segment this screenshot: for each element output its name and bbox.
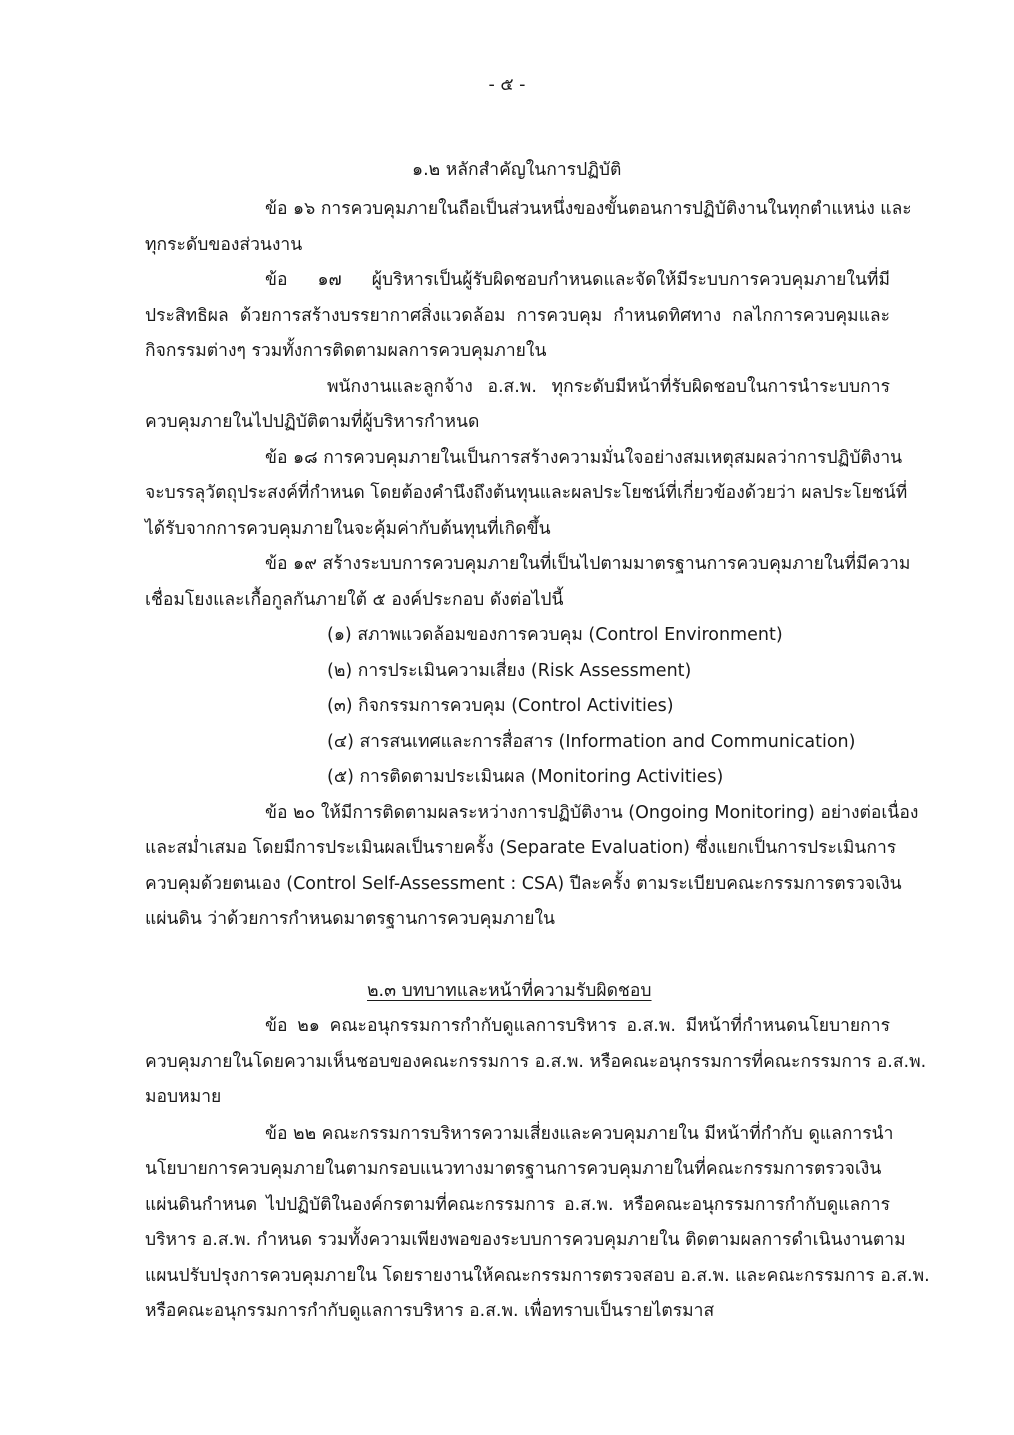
clause-18-line: ข้อ ๑๘ การควบคุมภายในเป็นการสร้างความมั่นใจอย่างสมเหตุสมผลว่าการปฏิบัติงาน [265,448,903,468]
component-item: (๑) สภาพแวดล้อมของการควบคุม (Control Environment) [327,625,783,645]
clause-21-line: ข้อ ๒๑ คณะอนุกรรมการกำกับดูแลการบริหาร อ.ส.พ. มีหน้าที่กำหนดนโยบายการ [265,1016,890,1036]
component-item: (๕) การติดตามประเมินผล (Monitoring Activities) [327,767,724,787]
clause-18-line: ได้รับจากการควบคุมภายในจะคุ้มค่ากับต้นทุนที่เกิดขึ้น [145,519,551,539]
clause-21-line: มอบหมาย [145,1087,222,1107]
page-number: - ๕ - [488,75,526,95]
clause-text: ผู้บริหารเป็นผู้รับผิดชอบกำหนดและจัดให้มีระบบการควบคุมภายในที่มี [371,270,890,290]
clause-16-line: ทุกระดับของส่วนงาน [145,235,303,255]
clause-17-first-line [265,268,890,292]
section-heading-1-2: ๑.๒ หลักสำคัญในการปฏิบัติ [412,160,622,180]
component-item: (๓) กิจกรรมการควบคุม (Control Activities) [327,696,674,716]
clause-22-line: แผ่นดินกำหนด ไปปฏิบัติในองค์กรตามที่คณะกรรมการ อ.ส.พ. หรือคณะอนุกรรมการกำกับดูแลการ [145,1195,890,1215]
clause-18-line: จะบรรลุวัตถุประสงค์ที่กำหนด โดยต้องคำนึงถึงต้นทุนและผลประโยชน์ที่เกี่ยวข้องด้วยว่า ผลประโยชน์ที่ [145,483,908,503]
clause-16-line: ข้อ ๑๖ การควบคุมภายในถือเป็นส่วนหนึ่งของขั้นตอนการปฏิบัติงานในทุกตำแหน่ง และ [265,199,912,219]
clause-19-line: ข้อ ๑๙ สร้างระบบการควบคุมภายในที่เป็นไปตามมาตรฐานการควบคุมภายในที่มีความ [265,554,911,574]
clause-21-line: ควบคุมภายในโดยความเห็นชอบของคณะกรรมการ อ.ส.พ. หรือคณะอนุกรรมการที่คณะกรรมการ อ.ส.พ. [145,1052,927,1072]
staff-text: พนักงานและลูกจ้าง [327,377,473,397]
org-abbrev: อ.ส.พ. [487,377,537,397]
clause-22-line: บริหาร อ.ส.พ. กำหนด รวมทั้งความเพียงพอของระบบการควบคุมภายใน ติดตามผลการดำเนินงานตาม [145,1230,906,1250]
clause-20-line: ข้อ ๒๐ ให้มีการติดตามผลระหว่างการปฏิบัติงาน (Ongoing Monitoring) อย่างต่อเนื่อง [265,803,919,823]
section-heading-2-3: ๒.๓ บทบาทและหน้าที่ความรับผิดชอบ [367,981,652,1001]
clause-17-line: ประสิทธิผล ด้วยการสร้างบรรยากาศสิ่งแวดล้อม การควบคุม กำหนดทิศทาง กลไกการควบคุมและ [145,306,890,326]
clause-22-line: แผนปรับปรุงการควบคุมภายใน โดยรายงานให้คณะกรรมการตรวจสอบ อ.ส.พ. และคณะกรรมการ อ.ส.พ. [145,1266,930,1286]
clause-number: ๑๗ [317,270,342,290]
clause-20-line: แผ่นดิน ว่าด้วยการกำหนดมาตรฐานการควบคุมภายใน [145,909,555,929]
component-item: (๔) สารสนเทศและการสื่อสาร (Information and Communication) [327,732,856,752]
staff-text: ทุกระดับมีหน้าที่รับผิดชอบในการนำระบบการ [551,377,890,397]
clause-22-line: นโยบายการควบคุมภายในตามกรอบแนวทางมาตรฐานการควบคุมภายในที่คณะกรรมการตรวจเงิน [145,1159,882,1179]
clause-20-line: และสม่ำเสมอ โดยมีการประเมินผลเป็นรายครั้ง (Separate Evaluation) ซึ่งแยกเป็นการประเมินการ [145,838,897,858]
staff-paragraph-line: ควบคุมภายในไปปฏิบัติตามที่ผู้บริหารกำหนด [145,412,480,432]
clause-20-line: ควบคุมด้วยตนเอง (Control Self-Assessment : CSA) ปีละครั้ง ตามระเบียบคณะกรรมการตรวจเงิน [145,874,902,894]
clause-17-line: กิจกรรมต่างๆ รวมทั้งการติดตามผลการควบคุมภายใน [145,341,547,361]
clause-22-line: หรือคณะอนุกรรมการกำกับดูแลการบริหาร อ.ส.พ. เพื่อทราบเป็นรายไตรมาส [145,1301,715,1321]
clause-19-line: เชื่อมโยงและเกื้อกูลกันภายใต้ ๕ องค์ประกอบ ดังต่อไปนี้ [145,590,564,610]
clause-22-line: ข้อ ๒๒ คณะกรรมการบริหารความเสี่ยงและควบคุมภายใน มีหน้าที่กำกับ ดูแลการนำ [265,1124,894,1144]
component-item: (๒) การประเมินความเสี่ยง (Risk Assessment) [327,661,692,681]
staff-paragraph-first-line [327,375,890,399]
clause-label: ข้อ [265,270,288,290]
